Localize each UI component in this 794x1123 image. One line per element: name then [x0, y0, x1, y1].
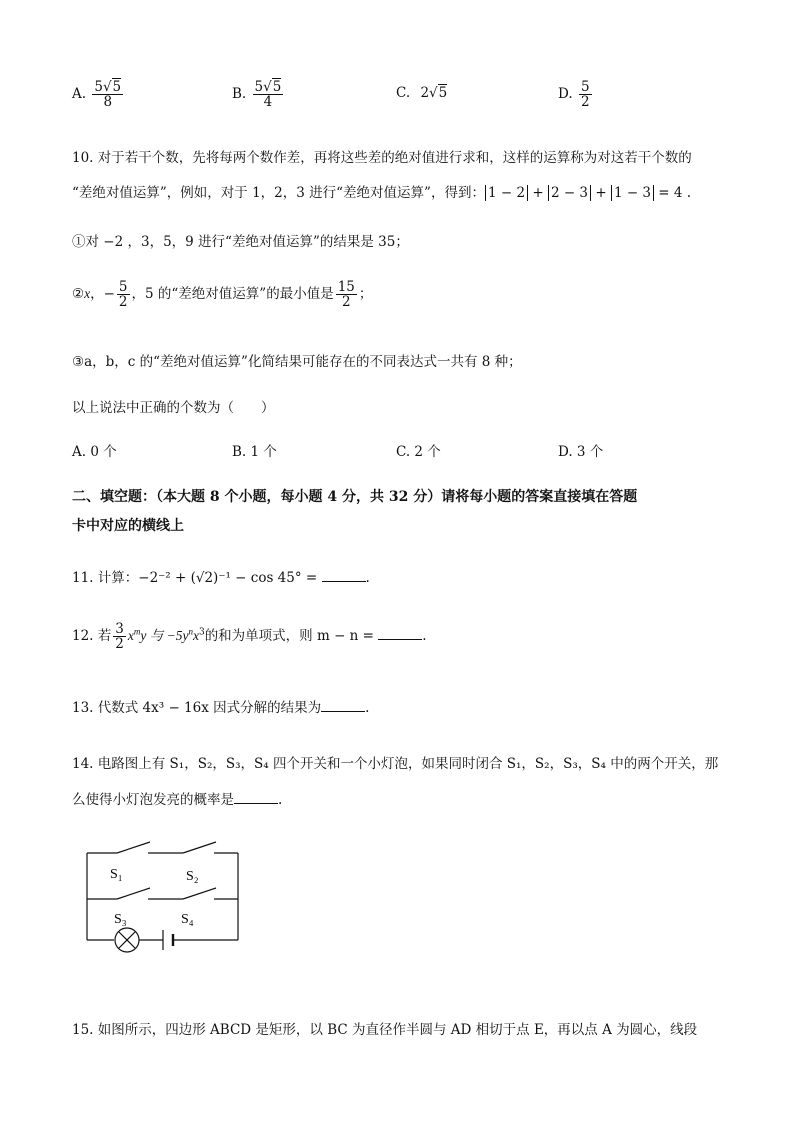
- q10-option-d: D. 3 个: [558, 444, 604, 460]
- option-label: C.: [396, 85, 411, 101]
- q10-item2: ②x，− $\frac{5}{2}$ ，5 的“差绝对值运算”的最小值是 $\frac{15}{2}$ ；: [72, 279, 373, 311]
- q10-line2: “差绝对值运算”，例如，对于 1，2，3 进行“差绝对值运算”，得到： 1 − 2 + 2 − 3 + 1 − 3 = 4 .: [72, 185, 692, 201]
- fraction: $\frac{5√5}{4}$: [254, 79, 282, 111]
- q10-item3: ③a，b，c 的“差绝对值运算”化简结果可能存在的不同表达式一共有 8 种；: [72, 354, 522, 370]
- switch-s3: [117, 888, 150, 899]
- answer-blank[interactable]: [321, 699, 365, 712]
- q14-line1: 14. 电路图上有 S₁，S₂，S₃，S₄ 四个开关和一个小灯泡，如果同时闭合 S₁，S₂，S₃，S₄ 中的两个开关，那: [72, 756, 719, 772]
- option-label: B.: [232, 86, 247, 103]
- q10-item1: ①对 −2 ，3，5，9 进行“差绝对值运算”的结果是 35；: [72, 234, 409, 250]
- switch-s2: [183, 842, 216, 853]
- switch-s4: [183, 888, 216, 899]
- answer-blank[interactable]: [234, 791, 278, 804]
- q9-option-d: [558, 80, 594, 109]
- q14-line2: 么使得小灯泡发亮的概率是 .: [72, 792, 283, 808]
- q15: 15. 如图所示，四边形 ABCD 是矩形，以 BC 为直径作半圆与 AD 相切于点 E，再以点 A 为圆心，线段: [72, 1022, 698, 1038]
- fraction: $\frac{5}{2}$: [580, 79, 590, 111]
- answer-blank[interactable]: [322, 569, 366, 582]
- option-label: A.: [72, 86, 87, 103]
- section2-heading-line2: 卡中对应的横线上: [72, 518, 184, 534]
- q10-option-c: C. 2 个: [396, 444, 441, 460]
- q11: 11. 计算：−2⁻² + (√2)⁻¹ − cos 45° = .: [72, 570, 370, 586]
- q13: 13. 代数式 4x³ − 16x 因式分解的结果为 .: [72, 700, 370, 716]
- option-label: D.: [558, 86, 573, 103]
- q9-option-b: [232, 80, 285, 109]
- label-s2: S₂: [186, 869, 199, 884]
- q9-option-c: C. 2√5: [396, 85, 448, 101]
- fraction: $\frac{5√5}{8}$: [94, 79, 122, 111]
- label-s1: S₁: [110, 867, 123, 882]
- switch-s1: [117, 842, 150, 853]
- q10-question: 以上说法中正确的个数为（ ）: [72, 400, 275, 416]
- q10-option-b: B. 1 个: [232, 444, 277, 460]
- q12: 12. 若 $\frac{3}{2}$ $x^my$ 与 $-5y^nx^3$的和为单项式，则 m − n = .: [72, 621, 427, 653]
- label-s4: S₄: [181, 912, 194, 927]
- label-s3: S₃: [114, 912, 127, 927]
- answer-blank[interactable]: [378, 627, 422, 640]
- q10-option-a: A. 0 个: [72, 444, 117, 460]
- q9-option-a: [72, 80, 125, 109]
- q10-line1: 10. 对于若干个数，先将每两个数作差，再将这些差的绝对值进行求和，这样的运算称为对这若干个数的: [72, 150, 692, 166]
- section2-heading-line1: 二、填空题：（本大题 8 个小题，每小题 4 分，共 32 分）请将每小题的答案直接填在答题: [72, 489, 638, 505]
- circuit-diagram: [80, 836, 250, 956]
